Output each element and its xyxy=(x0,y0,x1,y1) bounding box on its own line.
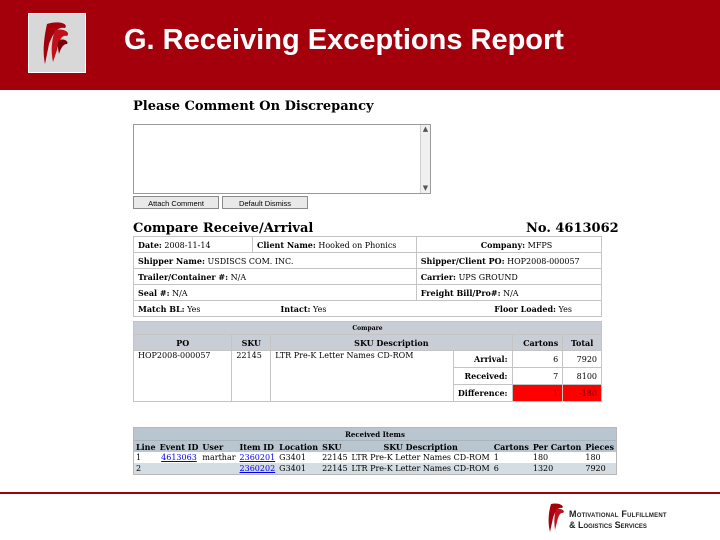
comment-heading: Please Comment On Discrepancy xyxy=(133,99,374,114)
arrival-total: 7920 xyxy=(563,351,602,368)
report-number: No. 4613062 xyxy=(526,221,619,236)
client-label: Client Name: xyxy=(257,239,316,250)
freight-value: N/A xyxy=(503,288,519,298)
row-line: 1 xyxy=(136,453,142,462)
footer-brand-logo xyxy=(545,500,715,536)
attach-comment-button[interactable]: Attach Comment xyxy=(133,196,219,209)
floor-label: Floor Loaded: xyxy=(494,303,556,314)
brand-name-line1: Motivational Fulfillment xyxy=(569,509,667,519)
col-line: Line xyxy=(134,441,158,453)
intact-label: Intact: xyxy=(280,303,311,314)
compare-po: HOP2008-000057 xyxy=(134,351,232,402)
intact-value: Yes xyxy=(313,304,327,314)
difference-label: Difference: xyxy=(453,385,512,402)
shipper-label: Shipper Name: xyxy=(138,255,205,266)
row-location: G3401 xyxy=(277,463,320,475)
row-pieces: 180 xyxy=(585,453,601,462)
received-items-table xyxy=(133,427,617,475)
row-user: marthar xyxy=(202,453,236,462)
carrier-value: UPS GROUND xyxy=(458,272,518,282)
col-cartons: Cartons xyxy=(512,335,563,351)
match-value: Yes xyxy=(187,304,201,314)
shipper-po-value: HOP2008-000057 xyxy=(507,256,580,266)
row-pieces: 7920 xyxy=(583,463,616,475)
seal-value: N/A xyxy=(172,288,188,298)
row-per-carton: 1320 xyxy=(531,463,584,475)
compare-description: LTR Pre-K Letter Names CD-ROM xyxy=(271,351,454,402)
table-row xyxy=(134,452,617,463)
comment-textarea[interactable] xyxy=(133,124,431,194)
trailer-value: N/A xyxy=(230,272,247,282)
row-per-carton: 180 xyxy=(532,453,549,462)
arrival-label: Arrival: xyxy=(453,351,512,368)
scroll-down-icon[interactable]: ▼ xyxy=(422,184,429,192)
row-line: 2 xyxy=(134,463,158,475)
row-location: G3401 xyxy=(279,453,306,462)
textarea-scrollbar[interactable] xyxy=(420,125,430,193)
received-label: Received: xyxy=(453,368,512,385)
brand-logo-icon xyxy=(545,500,567,536)
arrival-cartons: 6 xyxy=(512,351,563,368)
client-value: Hooked on Phonics xyxy=(318,240,397,250)
date-value: 2008-11-14 xyxy=(164,240,211,250)
carrier-label: Carrier: xyxy=(420,271,457,282)
brand-name-line2: & Logistics Services xyxy=(569,520,647,530)
compare-band: Compare xyxy=(134,322,602,335)
col-cartons: Cartons xyxy=(493,441,529,452)
row-sku: 22145 xyxy=(322,453,348,462)
event-id-link[interactable]: 4613063 xyxy=(161,453,197,462)
company-label: Company: xyxy=(480,239,526,250)
received-total: 8100 xyxy=(563,368,602,385)
compare-table xyxy=(133,321,602,402)
scroll-up-icon[interactable]: ▲ xyxy=(422,125,429,133)
table-row xyxy=(134,463,617,475)
date-label: Date: xyxy=(138,239,162,250)
col-item-id: Item ID xyxy=(238,441,278,453)
default-dismiss-button[interactable]: Default Dismiss xyxy=(222,196,308,209)
col-sku-description: SKU Description xyxy=(271,335,512,351)
floor-value: Yes xyxy=(558,304,572,314)
slide-title: G. Receiving Exceptions Report xyxy=(124,24,564,56)
col-sku: SKU xyxy=(232,335,271,351)
col-event-id: Event ID xyxy=(159,441,199,452)
shipper-value: USDISCS COM. INC. xyxy=(207,256,294,266)
received-items-band: Received Items xyxy=(134,428,617,441)
row-description: LTR Pre-K Letter Names CD-ROM xyxy=(351,464,490,473)
col-po: PO xyxy=(134,335,232,351)
col-pieces: Pieces xyxy=(583,441,616,453)
item-id-link[interactable]: 2360201 xyxy=(239,453,276,462)
trailer-label: Trailer/Container #: xyxy=(138,271,229,282)
col-per-carton: Per Carton xyxy=(532,441,582,452)
seal-label: Seal #: xyxy=(138,287,170,298)
compare-heading: Compare Receive/Arrival xyxy=(133,221,314,236)
title-banner xyxy=(0,0,720,90)
item-id-link[interactable]: 2360202 xyxy=(239,464,276,473)
shipment-info-table xyxy=(133,236,602,317)
col-total: Total xyxy=(563,335,602,351)
col-location: Location xyxy=(279,441,319,452)
row-cartons: 1 xyxy=(493,453,499,462)
difference-cartons: 1 xyxy=(512,385,563,402)
row-cartons: 6 xyxy=(492,463,531,475)
freight-label: Freight Bill/Pro#: xyxy=(420,287,501,298)
footer-divider xyxy=(0,492,720,494)
col-user: User xyxy=(200,441,237,453)
received-cartons: 7 xyxy=(512,368,563,385)
difference-total: -180 xyxy=(563,385,602,402)
match-label: Match BL: xyxy=(138,303,185,314)
compare-sku: 22145 xyxy=(232,351,271,402)
col-sku: SKU xyxy=(320,441,349,453)
row-sku: 22145 xyxy=(322,464,348,473)
col-sku-description: SKU Description xyxy=(350,441,492,453)
company-value: MFPS xyxy=(527,240,553,250)
row-user xyxy=(200,463,237,475)
shipper-po-label: Shipper/Client PO: xyxy=(420,255,505,266)
row-description: LTR Pre-K Letter Names CD-ROM xyxy=(351,453,490,462)
brand-logo-icon xyxy=(28,13,86,73)
